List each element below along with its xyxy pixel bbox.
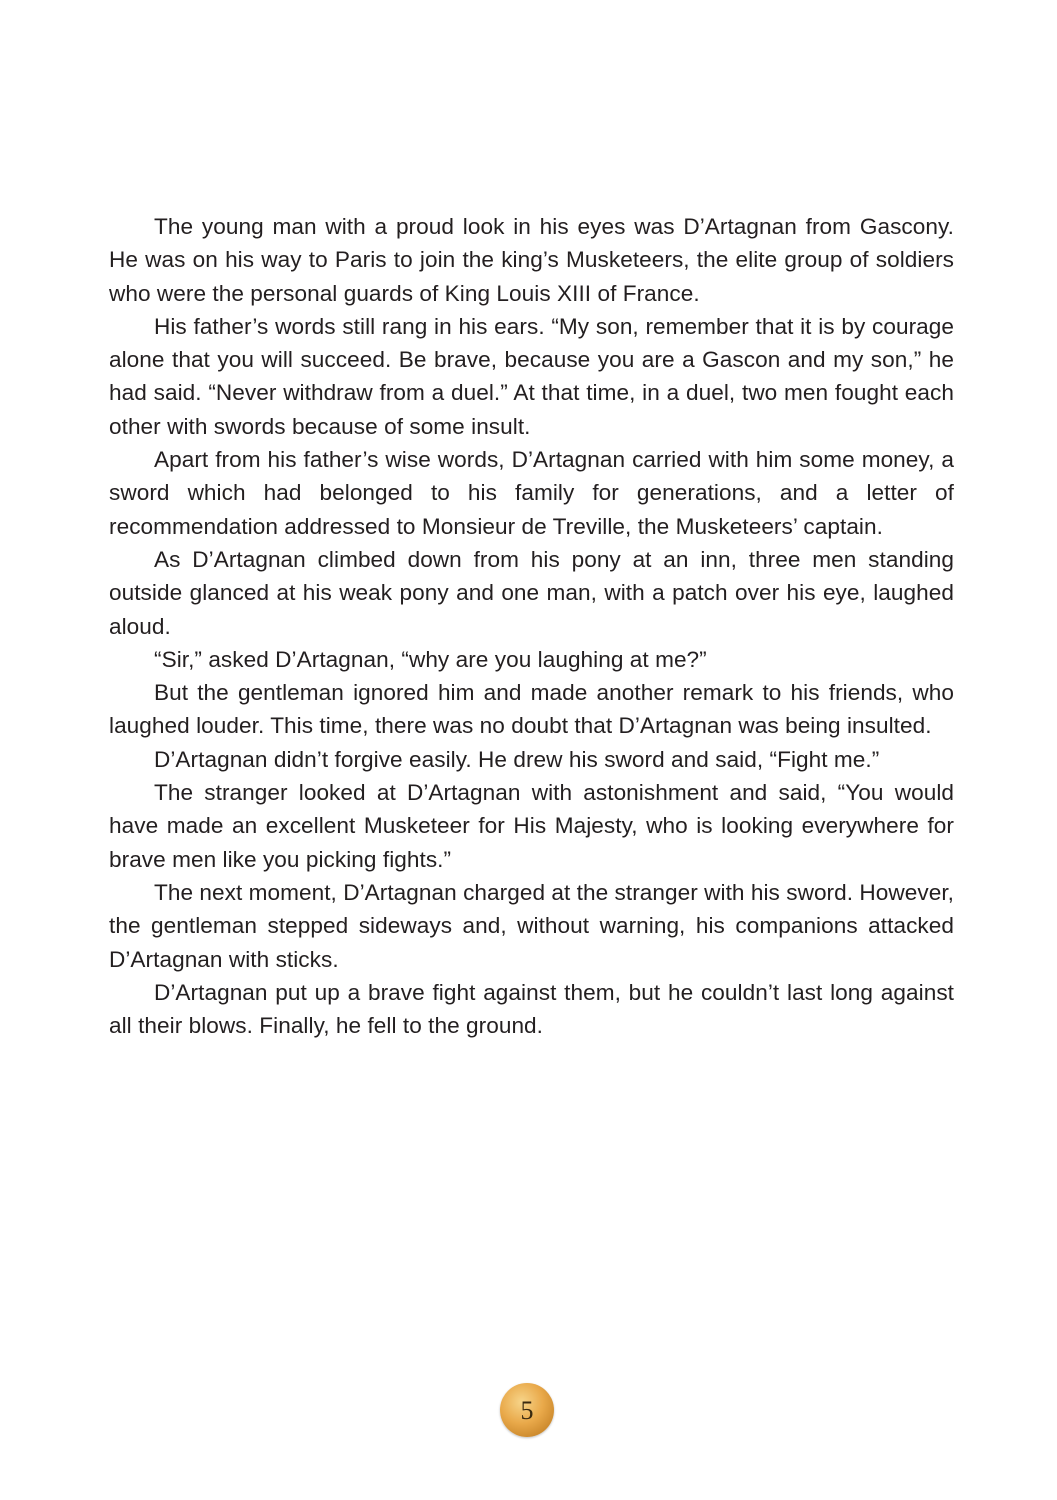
paragraph-2: His father’s words still rang in his ears. “My son, remember that it is by courage alone that you will succeed. Be brave, because you are a Gascon and my son,” he had said. “Never withdraw from a duel.” At that time, in a duel, two men fought each other with swords because of some insult. [109, 313, 954, 439]
paragraph-9: The next moment, D’Artagnan charged at the stranger with his sword. However, the gentleman stepped sideways and, without warning, his companions attacked D’Artagnan with sticks. [109, 879, 954, 972]
page-number-badge [500, 1383, 554, 1437]
paragraph-7: D’Artagnan didn’t forgive easily. He drew his sword and said, “Fight me.” [154, 746, 880, 772]
paragraph-1: The young man with a proud look in his eyes was D’Artagnan from Gascony. He was on his way to Paris to join the king’s Musketeers, the elite group of soldiers who were the personal guards of King Louis XIII of France. [109, 214, 954, 306]
paragraph-6: But the gentleman ignored him and made another remark to his friends, who laughed louder. This time, there was no doubt that D’Artagnan was being insulted. [109, 680, 954, 739]
paragraph-4: As D’Artagnan climbed down from his pony at an inn, three men standing outside glanced at his weak pony and one man, with a patch over his eye, laughed aloud. [109, 546, 954, 639]
paragraph-3: Apart from his father’s wise words, D’Artagnan carried with him some money, a sword which had belonged to his family for generations, and a letter of recommendation addressed to Monsieur de Treville, the Musketeers’ captain. [109, 447, 954, 539]
story-text [109, 210, 954, 1042]
paragraph-10: D’Artagnan put up a brave fight against them, but he couldn’t last long against all their blows. Finally, he fell to the ground. [109, 979, 954, 1039]
paragraph-5: “Sir,” asked D’Artagnan, “why are you laughing at me?” [154, 646, 707, 672]
page-number: 5 [520, 1396, 534, 1425]
paragraph-8: The stranger looked at D’Artagnan with astonishment and said, “You would have made an excellent Musketeer for His Majesty, who is looking everywhere for brave men like you picking fights.” [109, 780, 954, 872]
